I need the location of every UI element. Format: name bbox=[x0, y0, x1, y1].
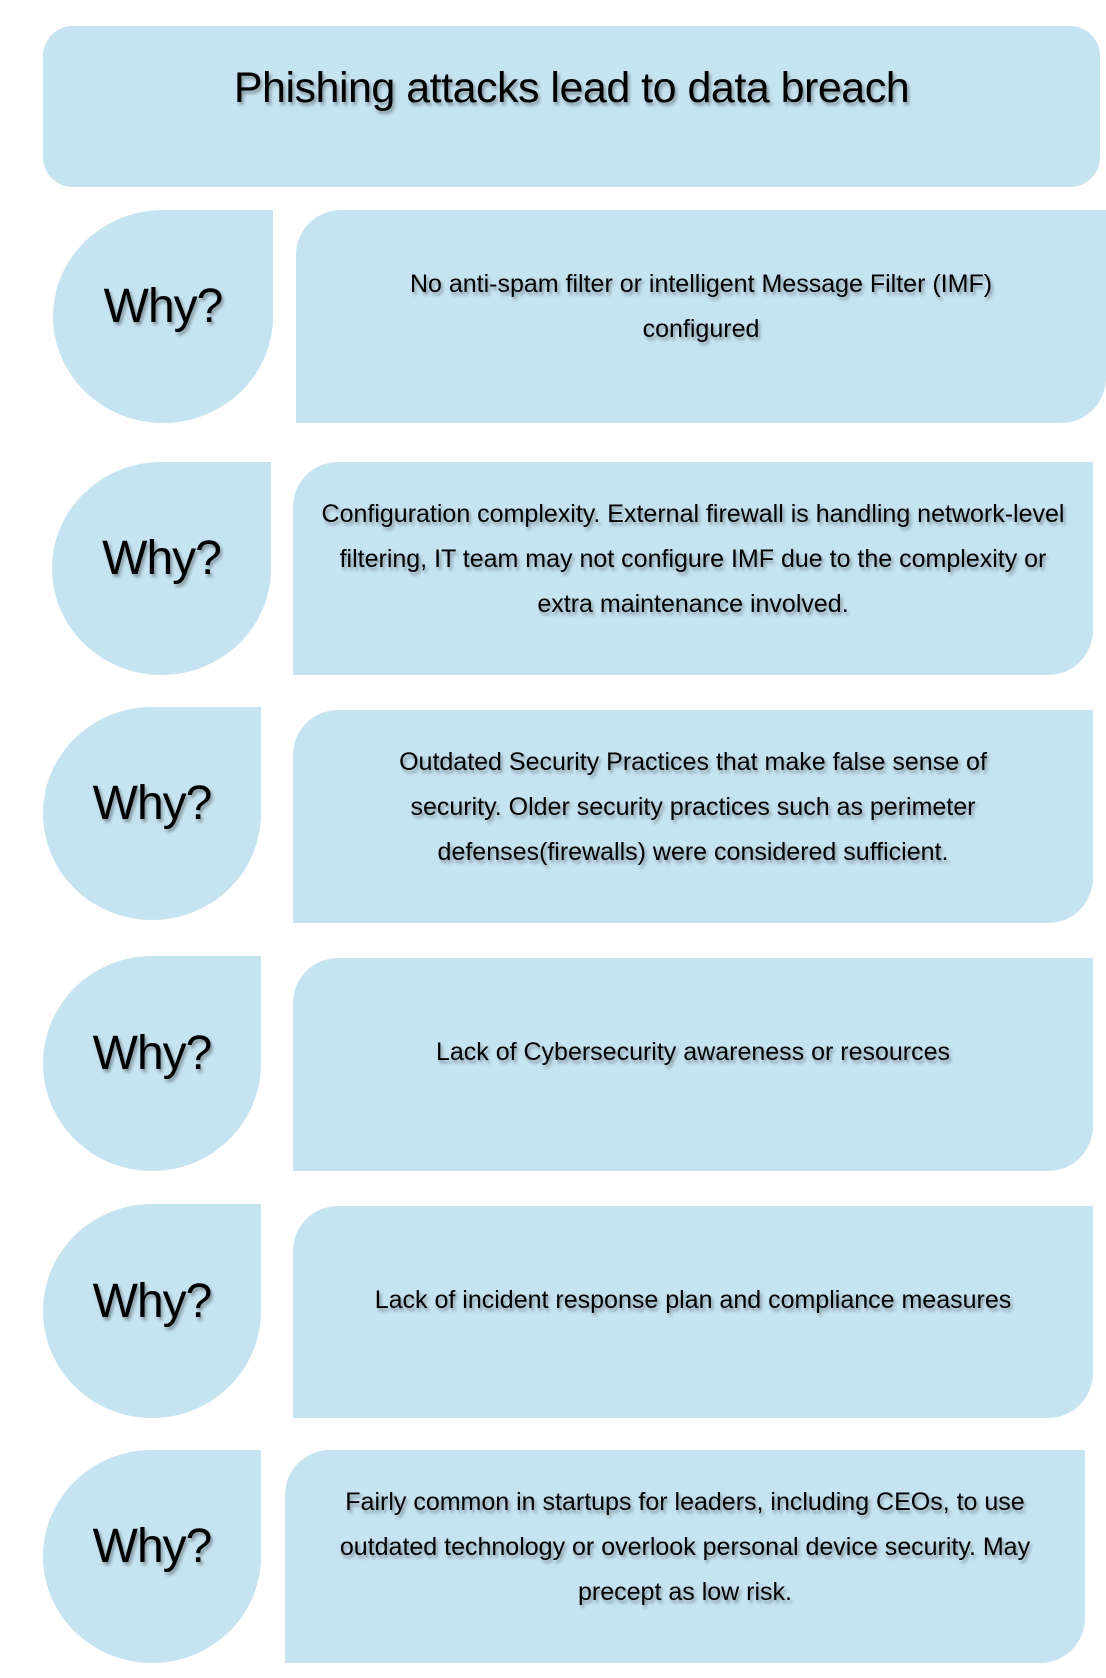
reason-box-2 bbox=[293, 462, 1093, 675]
problem-statement: Phishing attacks lead to data breach bbox=[233, 64, 910, 112]
why-label: Why? bbox=[92, 777, 212, 830]
reason-text: Outdated Security Practices that make false sense of security. Older security practices such as perimeter defenses(firewalls) were considered sufficient. bbox=[399, 748, 987, 866]
reason-box-6 bbox=[285, 1450, 1085, 1663]
reason-text: Lack of Cybersecurity awareness or resources bbox=[435, 1038, 951, 1066]
reason-box-1 bbox=[296, 210, 1106, 423]
reason-text: Lack of incident response plan and compliance measures bbox=[374, 1286, 1012, 1314]
why-bubble-6 bbox=[43, 1450, 261, 1663]
why-bubble-4 bbox=[43, 956, 261, 1171]
reason-box-4 bbox=[293, 958, 1093, 1171]
reason-box-3 bbox=[293, 710, 1093, 923]
reason-text: No anti-spam filter or intelligent Message Filter (IMF) configured bbox=[409, 270, 993, 343]
problem-statement-box bbox=[43, 26, 1100, 187]
why-label: Why? bbox=[92, 1274, 212, 1328]
why-bubble-3 bbox=[43, 707, 261, 920]
why-bubble-1 bbox=[53, 210, 273, 423]
reason-text: Fairly common in startups for leaders, including CEOs, to use outdated technology or overlook personal device security. May precept as low risk. bbox=[339, 1488, 1031, 1606]
why-label: Why? bbox=[92, 1027, 212, 1080]
why-bubble-5 bbox=[43, 1204, 261, 1418]
why-label: Why? bbox=[103, 280, 223, 333]
why-bubble-2 bbox=[52, 462, 271, 675]
why-label: Why? bbox=[92, 1520, 212, 1573]
reason-box-5 bbox=[293, 1206, 1093, 1418]
reason-text: Configuration complexity. External firewall is handling network-level filtering, IT team may not configure IMF due to the complexity or extra maintenance involved. bbox=[321, 500, 1065, 618]
why-label: Why? bbox=[102, 532, 221, 585]
